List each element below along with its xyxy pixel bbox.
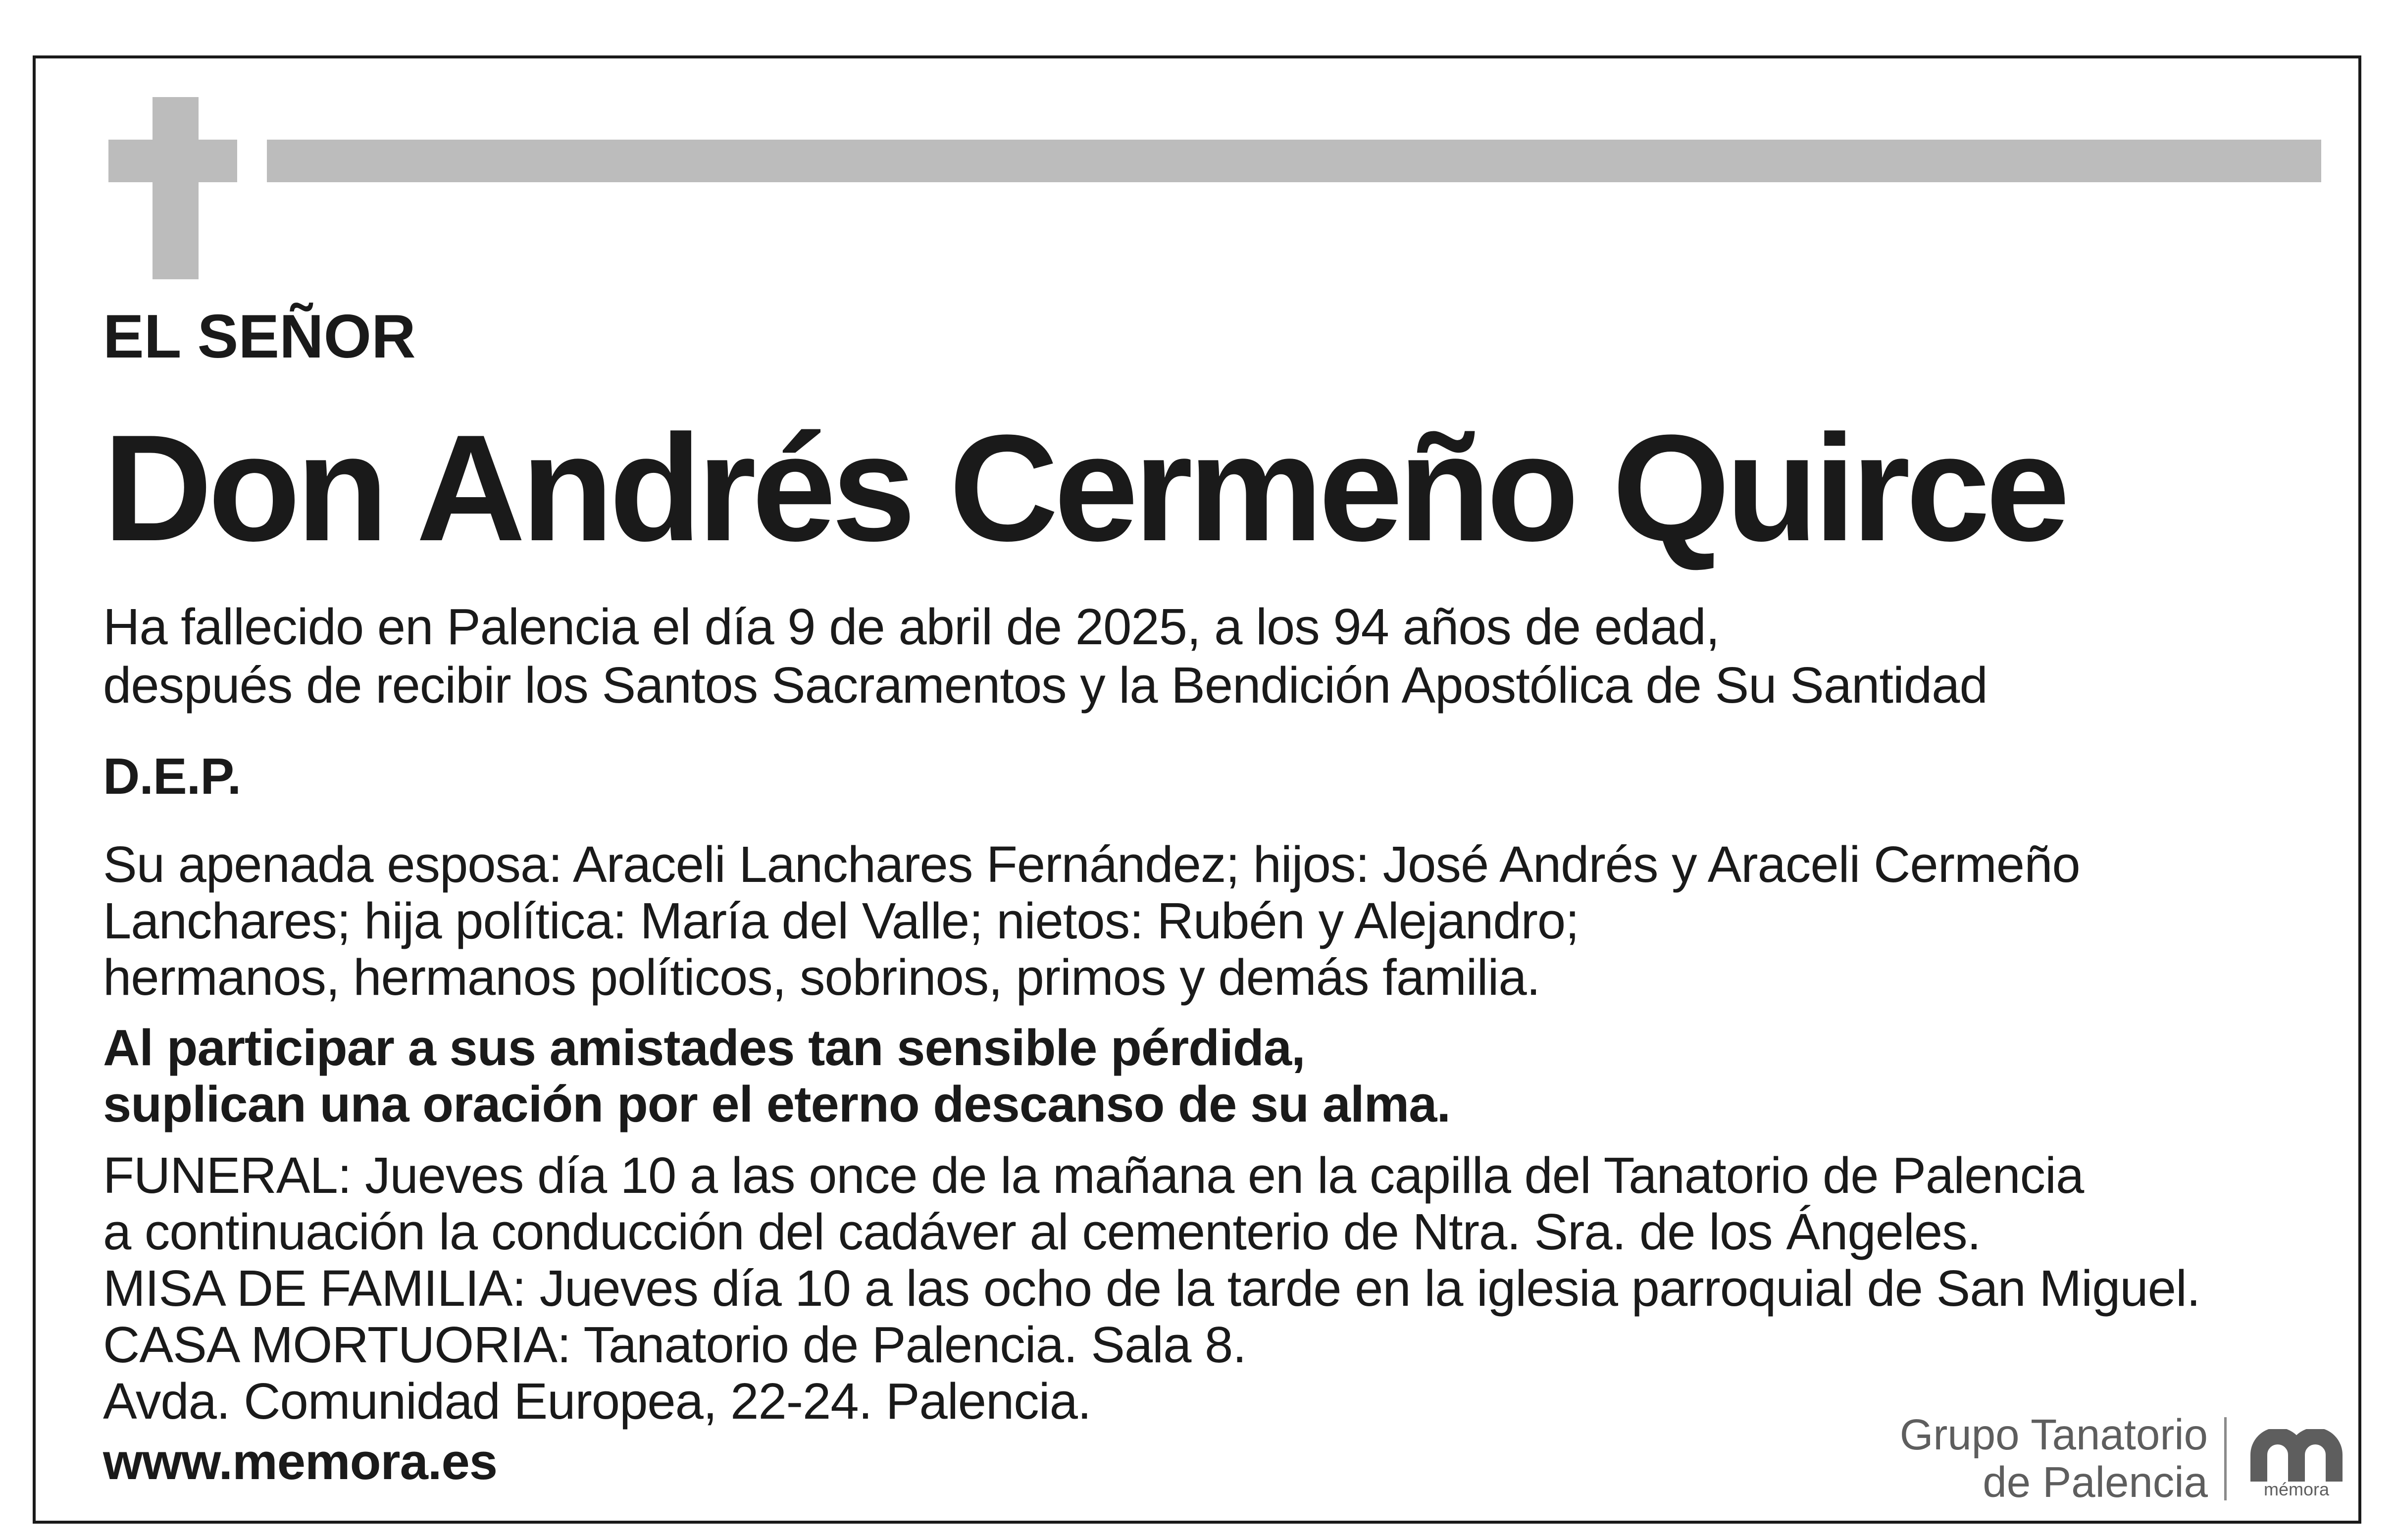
title-prefix: EL SEÑOR [103,303,416,371]
service-line-3: MISA DE FAMILIA: Jueves día 10 a las ocho de la tarde en la iglesia parroquial de San Miguel. [103,1260,2200,1317]
logo-line-2: de Palencia [1983,1458,2208,1506]
logo-brand-name: mémora [2263,1479,2330,1499]
cross-vertical-bar [153,97,199,279]
death-line-1: Ha fallecido en Palencia el día 9 de abril de 2025, a los 94 años de edad, [103,598,1720,655]
family-line-3: hermanos, hermanos políticos, sobrinos, primos y demás familia. [103,949,1540,1006]
service-line-5: Avda. Comunidad Europea, 22-24. Palencia. [103,1373,1091,1430]
cross-horizontal-bar [108,140,237,182]
rip-text: D.E.P. [103,748,241,805]
family-line-1: Su apenada esposa: Araceli Lanchares Fernández; hijos: José Andrés y Araceli Cermeño [103,836,2080,893]
plea-line-1: Al participar a sus amistades tan sensible pérdida, [103,1019,1305,1076]
logo-line-1: Grupo Tanatorio [1899,1411,2208,1459]
header-divider-bar [267,140,2321,182]
service-line-4: CASA MORTUORIA: Tanatorio de Palencia. Sala 8. [103,1316,1246,1373]
memora-m-logo-icon [2248,1429,2347,1484]
logo-divider [2224,1417,2227,1500]
family-line-2: Lanchares; hija política: María del Valle; nietos: Rubén y Alejandro; [103,892,1579,949]
deceased-name: Don Andrés Cermeño Quirce [103,403,2066,572]
website-link[interactable]: www.memora.es [103,1433,498,1490]
service-line-1: FUNERAL: Jueves día 10 a las once de la mañana en la capilla del Tanatorio de Palencia [103,1147,2084,1204]
death-line-2: después de recibir los Santos Sacramentos y la Bendición Apostólica de Su Santidad [103,657,1987,714]
plea-line-2: suplican una oración por el eterno descanso de su alma. [103,1076,1451,1132]
service-line-2: a continuación la conducción del cadáver al cementerio de Ntra. Sra. de los Ángeles. [103,1203,1981,1260]
